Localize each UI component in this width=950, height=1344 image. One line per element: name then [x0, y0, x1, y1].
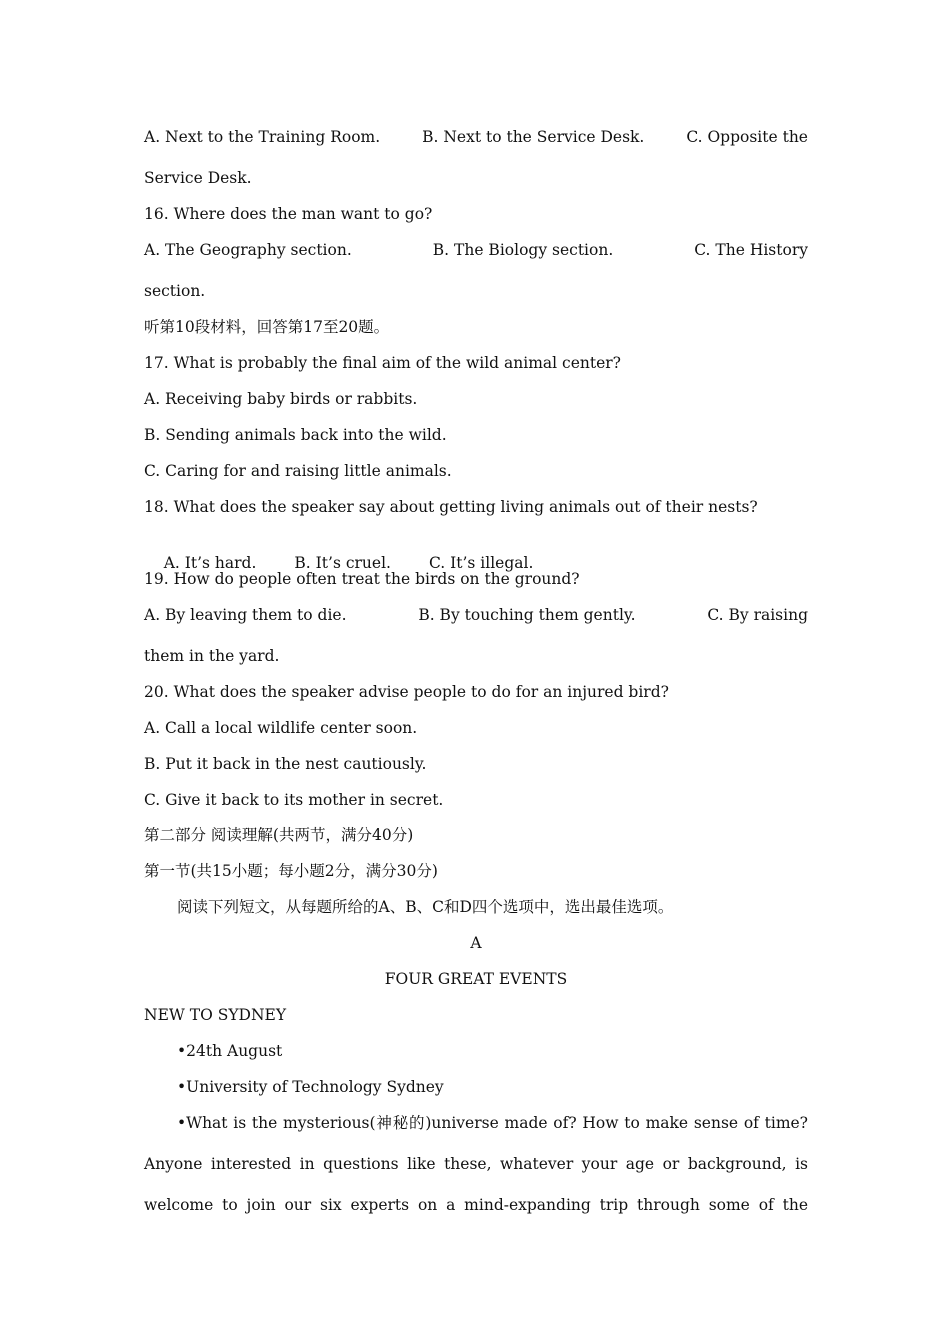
q18-option-a: A. It’s hard.: [163, 554, 257, 572]
q17-option-c: C. Caring for and raising little animals.: [144, 462, 452, 480]
event-description-line2: Anyone interested in questions like these, whatever your age or background, is: [144, 1155, 808, 1173]
section1-heading: 第一节(共15小题；每小题2分，满分30分): [144, 862, 438, 880]
q15-options-row: [144, 127, 808, 147]
q19-option-c-continued: them in the yard.: [144, 647, 280, 665]
q16-option-c: C. The History: [694, 241, 808, 259]
event-date: •24th August: [177, 1042, 283, 1060]
q17-option-a: A. Receiving baby birds or rabbits.: [144, 390, 418, 408]
q16-options-row: [144, 240, 808, 260]
q15-option-a: A. Next to the Training Room.: [144, 128, 381, 146]
q15-option-b: B. Next to the Service Desk.: [422, 128, 645, 146]
q15-option-c: C. Opposite the: [686, 128, 808, 146]
q17-option-b: B. Sending animals back into the wild.: [144, 426, 447, 444]
q19-question: 19. How do people often treat the birds on the ground?: [144, 570, 580, 588]
event-name: NEW TO SYDNEY: [144, 1006, 287, 1024]
q16-question: 16. Where does the man want to go?: [144, 205, 433, 223]
q19-option-c: C. By raising: [707, 606, 808, 624]
q19-option-b: B. By touching them gently.: [418, 606, 636, 624]
q19-option-a: A. By leaving them to die.: [144, 606, 347, 624]
q20-option-a: A. Call a local wildlife center soon.: [144, 719, 418, 737]
q18-question: 18. What does the speaker say about getting living animals out of their nests?: [144, 498, 758, 516]
q17-question: 17. What is probably the final aim of the wild animal center?: [144, 354, 621, 372]
reading-instruction: 阅读下列短文，从每题所给的A、B、C和D四个选项中，选出最佳选项。: [177, 898, 674, 916]
section10-instruction: 听第10段材料，回答第17至20题。: [144, 318, 390, 336]
passage-letter: A: [470, 934, 482, 952]
q16-option-b: B. The Biology section.: [432, 241, 614, 259]
q19-options-row: [144, 605, 808, 625]
event-description-line1: •What is the mysterious(神秘的)universe made of? How to make sense of time?: [177, 1114, 808, 1132]
q16-option-a: A. The Geography section.: [144, 241, 352, 259]
event-place: •University of Technology Sydney: [177, 1078, 444, 1096]
q16-option-c-continued: section.: [144, 282, 206, 300]
q20-question: 20. What does the speaker advise people to do for an injured bird?: [144, 683, 669, 701]
event-description-line3: welcome to join our six experts on a mind-expanding trip through some of the: [144, 1196, 808, 1214]
q18-option-b: B. It’s cruel.: [294, 554, 391, 572]
passage-title: FOUR GREAT EVENTS: [384, 970, 568, 988]
q20-option-b: B. Put it back in the nest cautiously.: [144, 755, 427, 773]
q18-option-c: C. It’s illegal.: [428, 554, 534, 572]
q15-option-c-continued: Service Desk.: [144, 169, 252, 187]
part2-heading: 第二部分 阅读理解(共两节，满分40分): [144, 826, 414, 844]
q20-option-c: C. Give it back to its mother in secret.: [144, 791, 444, 809]
